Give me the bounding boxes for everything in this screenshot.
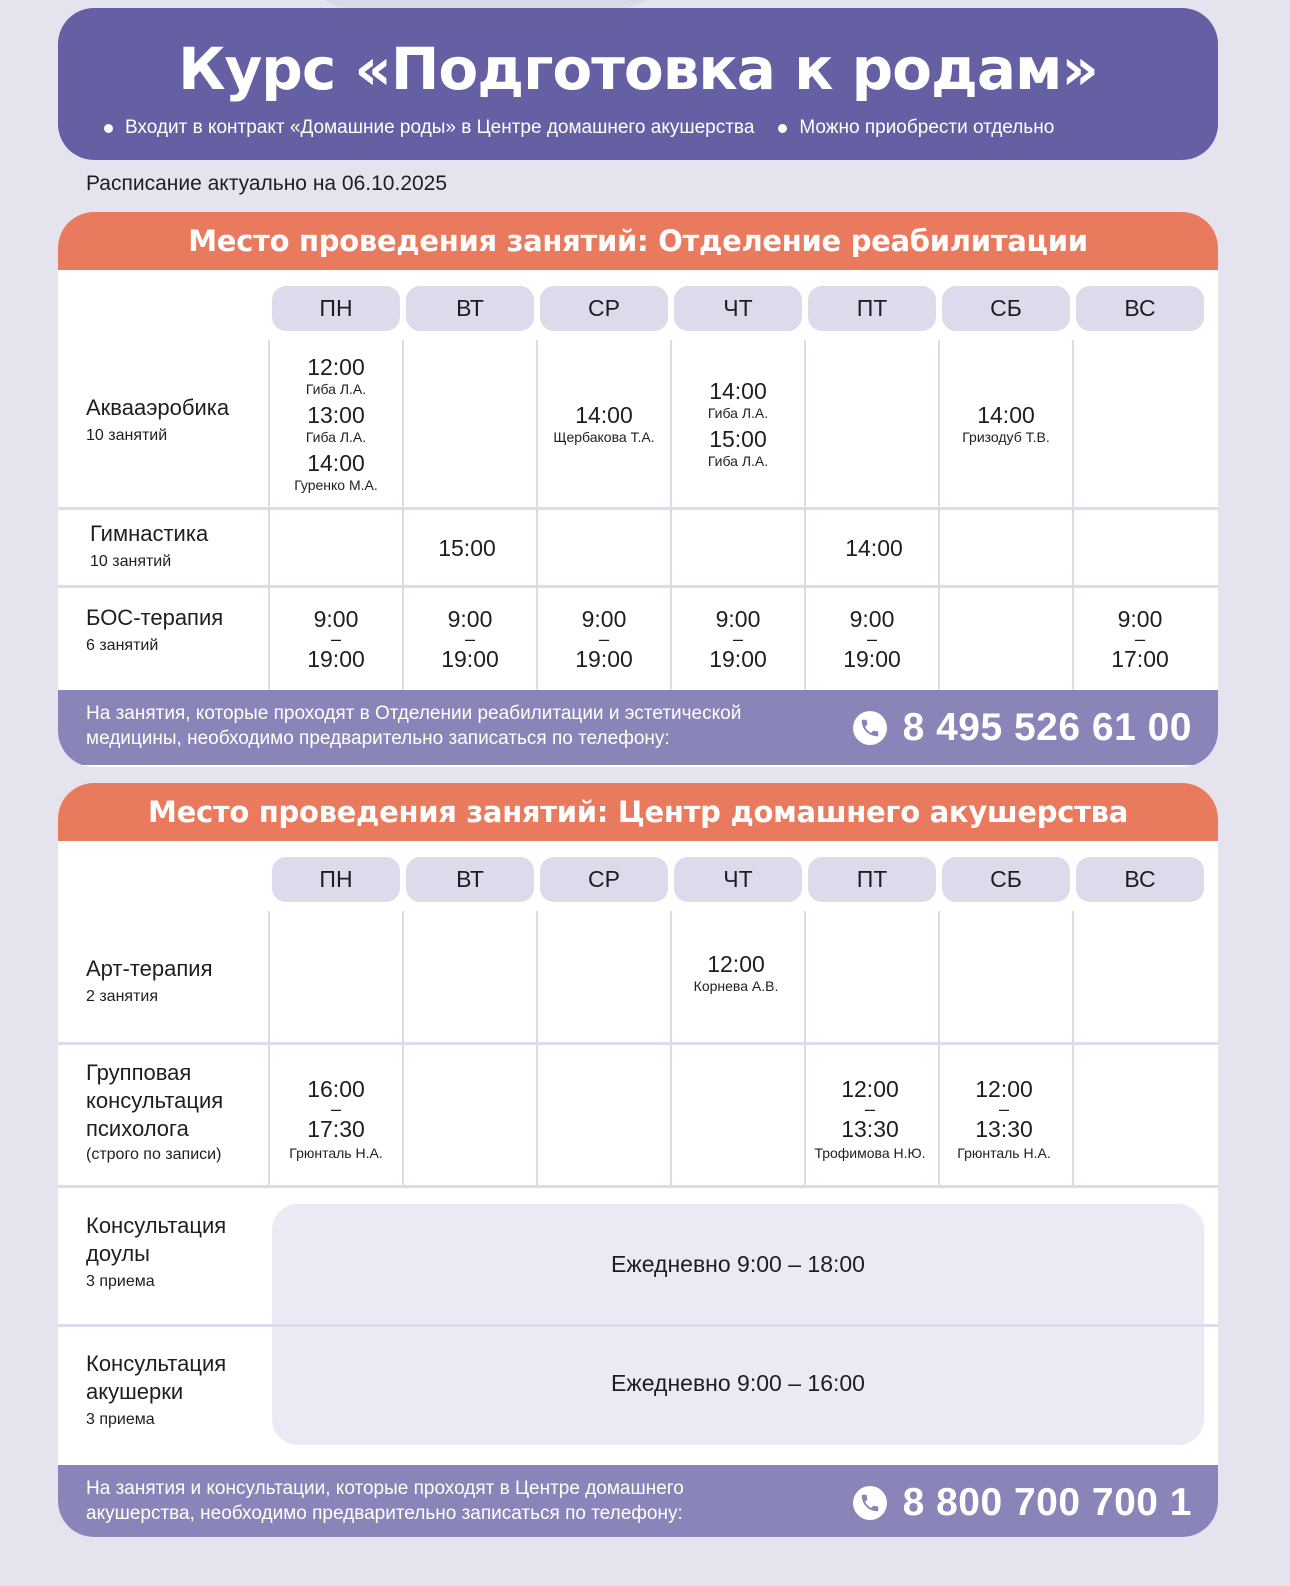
cell-mon: 12:00 Гиба Л.А. 13:00 Гиба Л.А. 14:00 Гуренко М.А. <box>294 353 378 493</box>
bullet-icon <box>778 124 787 133</box>
schedule-row-art <box>58 911 1218 1045</box>
section-home-birth-center <box>58 783 1218 1537</box>
day-wed: СР <box>540 857 668 902</box>
activity-label: Аквааэробика 10 занятий <box>86 395 230 444</box>
phone-link[interactable]: 8 800 700 700 1 <box>853 1465 1192 1537</box>
row-divider <box>58 1324 1218 1327</box>
day-wed: СР <box>540 286 668 331</box>
day-sun: ВС <box>1076 286 1204 331</box>
course-notes <box>104 116 1054 140</box>
doula-hours: Ежедневно 9:00 – 18:00 <box>611 1251 865 1277</box>
cell-sun: 9:00 – 17:00 <box>1111 606 1169 672</box>
day-tue: ВТ <box>406 286 534 331</box>
booking-note: На занятия и консультации, которые проходят в Центре домашнего акушерства, необходимо предварительно записаться по телефону: <box>86 1478 684 1524</box>
midwife-hours: Ежедневно 9:00 – 16:00 <box>611 1370 865 1396</box>
day-tue: ВТ <box>406 857 534 902</box>
cell-sat: 14:00 Гризодуб Т.В. <box>962 401 1050 445</box>
schedule-row-bos <box>58 588 1218 690</box>
day-thu: ЧТ <box>674 286 802 331</box>
activity-label: Арт-терапия 2 занятия <box>86 956 213 1005</box>
booking-note: На занятия, которые проходят в Отделении реабилитации и эстетической медицины, необходимо предварительно записаться по телефону: <box>86 703 742 749</box>
day-sat: СБ <box>942 286 1070 331</box>
weekday-header <box>58 841 1218 913</box>
activity-label: Групповая консультация психолога (строго по записи) <box>86 1060 224 1163</box>
activity-label: Консультация акушерки 3 приема <box>86 1351 227 1428</box>
cell-mon: 16:00 – 17:30 Грюнталь Н.А. <box>289 1076 383 1161</box>
phone-icon <box>853 1486 887 1520</box>
weekday-header <box>58 270 1218 342</box>
daily-consultations <box>58 1188 1218 1465</box>
bullet-icon <box>104 124 113 133</box>
schedule-row-psychologist <box>58 1045 1218 1188</box>
course-header <box>58 8 1218 160</box>
day-sun: ВС <box>1076 857 1204 902</box>
cell-tue: 9:00 – 19:00 <box>441 606 499 672</box>
cell-thu: 9:00 – 19:00 <box>709 606 767 672</box>
cell-fri: 12:00 – 13:30 Трофимова Н.Ю. <box>814 1076 926 1161</box>
phone-link[interactable]: 8 495 526 61 00 <box>853 690 1192 765</box>
phone-icon <box>853 711 887 745</box>
booking-footer <box>58 1465 1218 1537</box>
schedule-updated-date: Расписание актуально на 06.10.2025 <box>86 172 448 195</box>
cell-thu: 14:00 Гиба Л.А. 15:00 Гиба Л.А. <box>707 377 769 469</box>
activity-label: Консультация доулы 3 приема <box>86 1213 227 1290</box>
section-title: Место проведения занятий: Центр домашнего акушерства <box>58 783 1218 841</box>
course-note: Входит в контракт «Домашние роды» в Центре домашнего акушерства <box>104 116 754 140</box>
course-note: Можно приобрести отдельно <box>778 116 1054 140</box>
cell-fri: 9:00 – 19:00 <box>843 606 901 672</box>
cell-fri: 14:00 <box>845 534 903 561</box>
cell-tue: 15:00 <box>438 534 496 561</box>
cell-wed: 14:00 Щербакова Т.А. <box>553 401 655 445</box>
page-title: Курс «Подготовка к родам» <box>178 35 1098 103</box>
schedule-row-gymnastics <box>58 510 1218 588</box>
booking-footer <box>58 690 1218 765</box>
day-mon: ПН <box>272 857 400 902</box>
day-mon: ПН <box>272 286 400 331</box>
day-fri: ПТ <box>808 857 936 902</box>
day-fri: ПТ <box>808 286 936 331</box>
cell-thu: 12:00 Корнева А.В. <box>693 950 779 994</box>
day-sat: СБ <box>942 857 1070 902</box>
activity-label: БОС-терапия 6 занятий <box>86 605 224 654</box>
day-thu: ЧТ <box>674 857 802 902</box>
schedule-row-aqua <box>58 340 1218 510</box>
cell-mon: 9:00 – 19:00 <box>307 606 365 672</box>
cell-wed: 9:00 – 19:00 <box>575 606 633 672</box>
activity-label: Гимнастика 10 занятий <box>90 521 209 570</box>
cell-sat: 12:00 – 13:30 Грюнталь Н.А. <box>957 1076 1051 1161</box>
section-title: Место проведения занятий: Отделение реабилитации <box>58 212 1218 270</box>
section-rehab <box>58 212 1218 767</box>
